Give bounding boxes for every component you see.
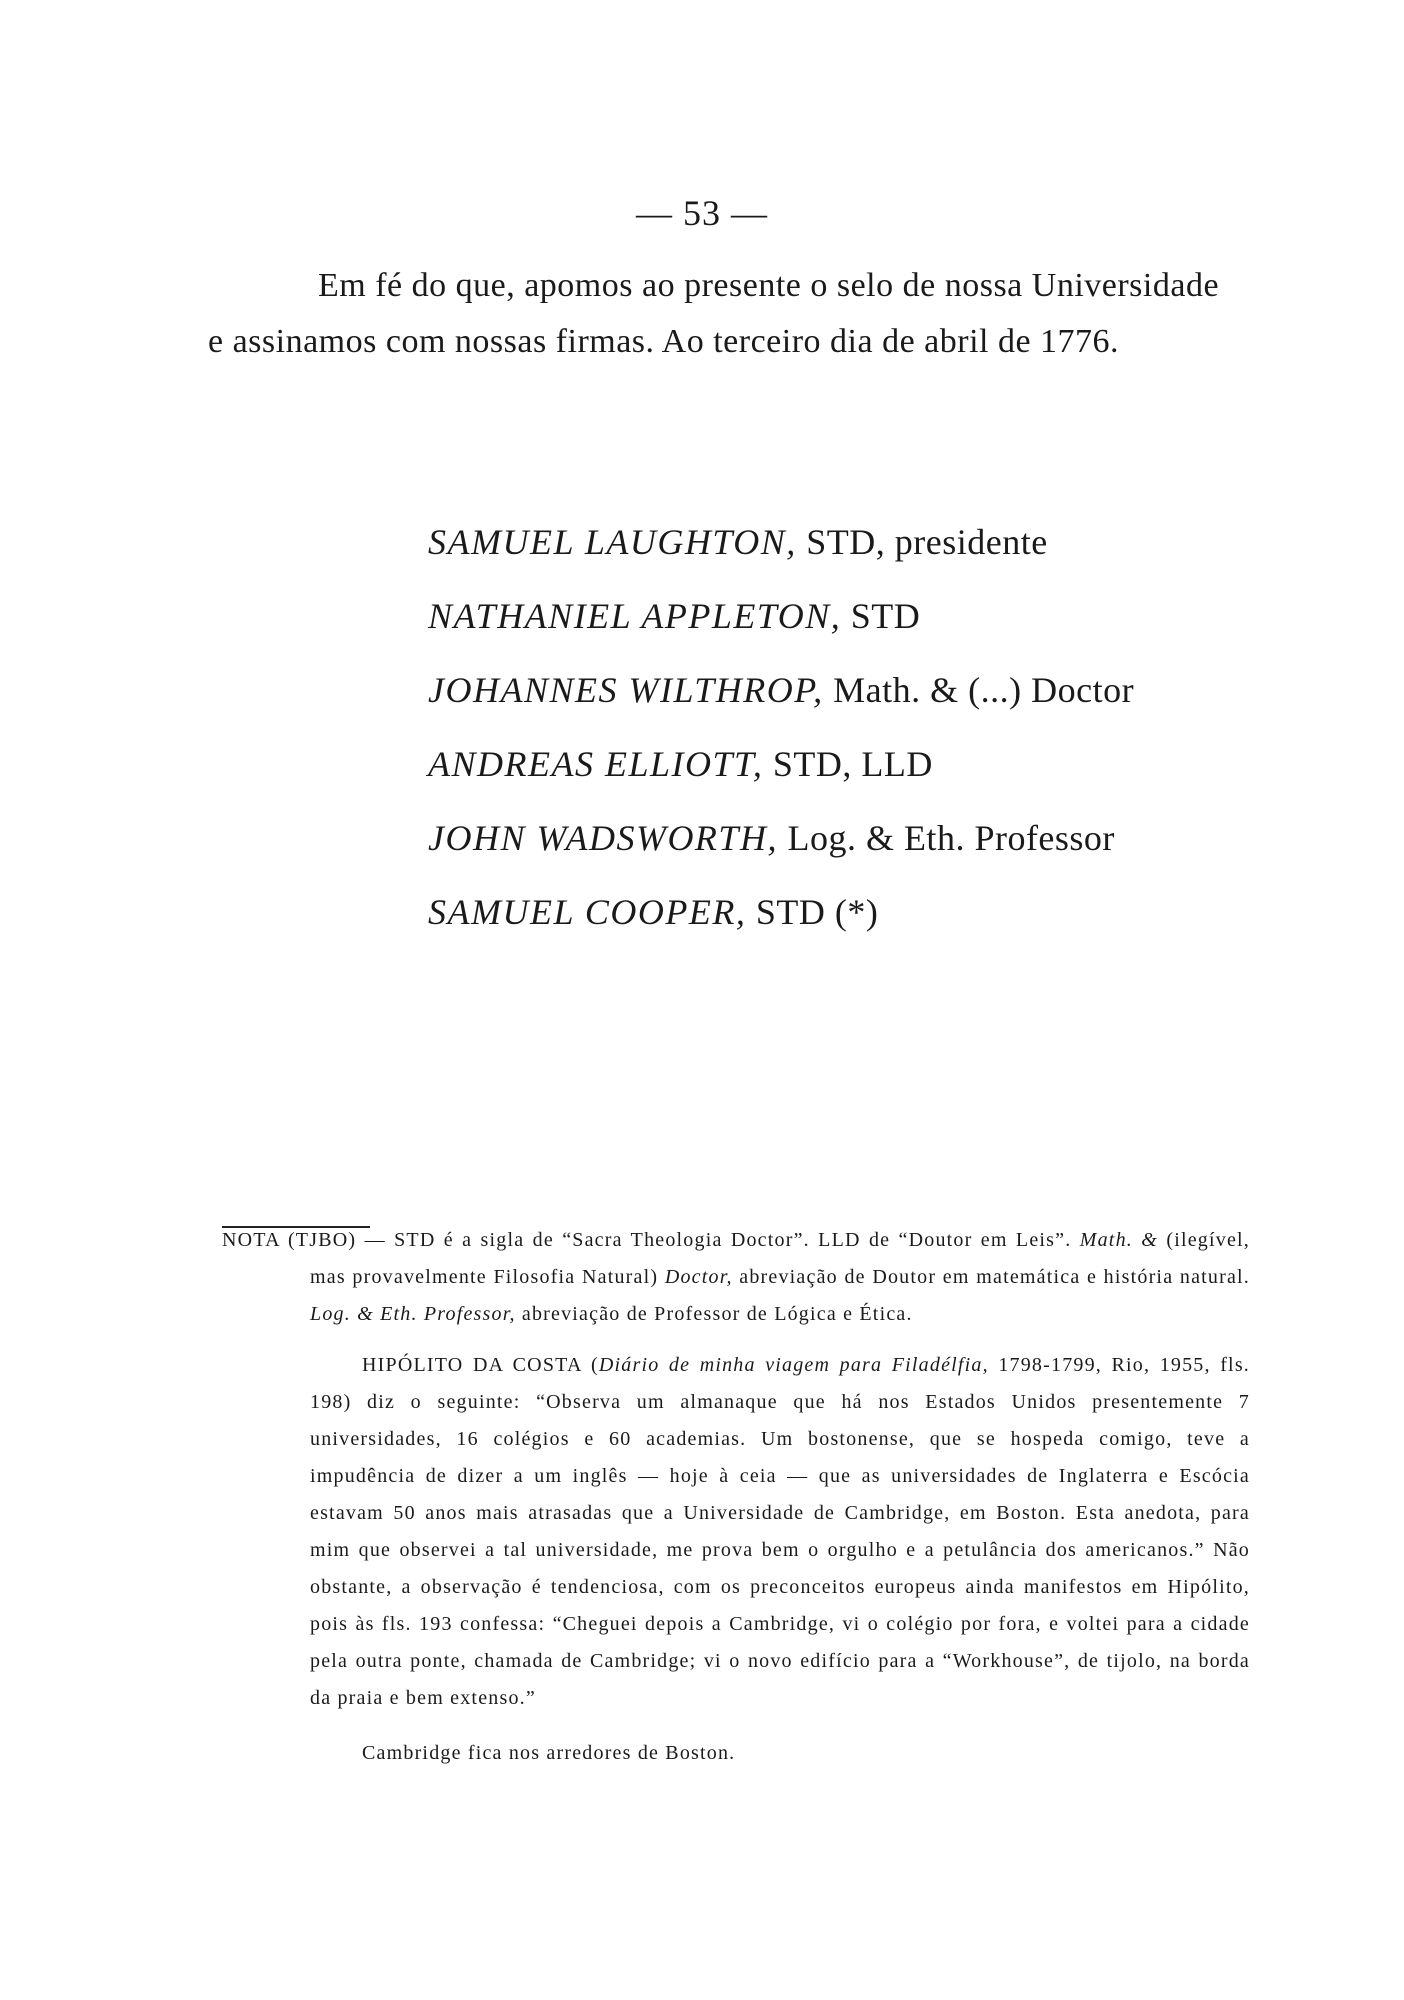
signatory-title: STD (*) xyxy=(746,892,879,932)
signatory-name: ANDREAS ELLIOTT, xyxy=(428,744,764,784)
footnote-text: 1798-1799, Rio, 1955, fls. 198) diz o seguinte: “Observa um almanaque que há nos Estados Unidos presentemente 7 universidades, 16 colégios e 60 academias. Um bostonense, que se hospeda comigo, teve a impudência de dizer a um inglês — hoje à ceia — que as universidades de Inglaterra e Escócia estavam 50 anos mais atrasadas que a Universidade de Cambridge, em Boston. Esta anedota, para mim que observei a tal universidade, me prova bem o orgulho e a petulância dos americanos.” Não obstante, a observação é tendenciosa, com os preconceitos europeus ainda manifestos em Hipólito, pois às fls. 193 confessa: “Cheguei depois a Cambridge, vi o colégio por fora, e voltei para a cidade pela outra ponte, chamada de Cambridge; vi o novo edifício para a “Workhouse”, de tijolo, na borda da praia e bem extenso.” xyxy=(310,1354,1250,1709)
footnote-italic: Doctor, xyxy=(664,1266,733,1288)
page-number: — 53 — xyxy=(636,193,768,233)
signatory-name: NATHANIEL APPLETON, xyxy=(428,596,842,636)
footnote-text: HIPÓLITO DA COSTA ( xyxy=(362,1354,599,1376)
signature-line xyxy=(428,505,1328,579)
signature-line xyxy=(428,801,1328,875)
footnote-italic: Diário de minha viagem para Filadélfia, xyxy=(598,1354,989,1376)
footnotes xyxy=(222,1222,1250,1772)
signature-line xyxy=(428,875,1328,949)
footnote-italic: Math. & xyxy=(1079,1229,1159,1251)
signatory-title: Math. & (...) Doctor xyxy=(823,670,1135,710)
signatory-name: SAMUEL LAUGHTON, xyxy=(428,522,797,562)
footnote-italic: Log. & Eth. Professor, xyxy=(310,1303,516,1325)
signatory-name: JOHANNES WILTHROP, xyxy=(428,670,824,710)
signatory-title: Log. & Eth. Professor xyxy=(777,818,1115,858)
footnote-text: abreviação de Professor de Lógica e Ética. xyxy=(515,1303,913,1325)
signatory-name: SAMUEL COOPER, xyxy=(428,892,747,932)
signatory-title: STD, LLD xyxy=(763,744,933,784)
signature-line xyxy=(428,653,1328,727)
signatory-title: STD xyxy=(841,596,921,636)
footnote-text: (ilegível, mas provavelmente Filosofia Natural) xyxy=(310,1229,1250,1288)
signature-line xyxy=(428,727,1328,801)
body-paragraph xyxy=(208,258,1238,370)
body-paragraph-text: Em fé do que, apomos ao presente o selo de nossa Universidade e assinamos com nossas firmas. Ao terceiro dia de abril de 1776. xyxy=(208,267,1220,360)
signature-list xyxy=(428,505,1328,949)
signatory-name: JOHN WADSWORTH, xyxy=(428,818,778,858)
footnote-hipolito xyxy=(222,1347,1250,1717)
footnote-nota xyxy=(222,1222,1250,1333)
footnote-text: abreviação de Doutor em matemática e história natural. xyxy=(732,1266,1250,1288)
signatory-title: STD, presidente xyxy=(796,522,1048,562)
footnote-text: NOTA (TJBO) — STD é a sigla de “Sacra Theologia Doctor”. LLD de “Doutor em Leis”. xyxy=(222,1229,1080,1251)
footnote-closing: Cambridge fica nos arredores de Boston. xyxy=(362,1742,736,1764)
signature-line xyxy=(428,579,1328,653)
